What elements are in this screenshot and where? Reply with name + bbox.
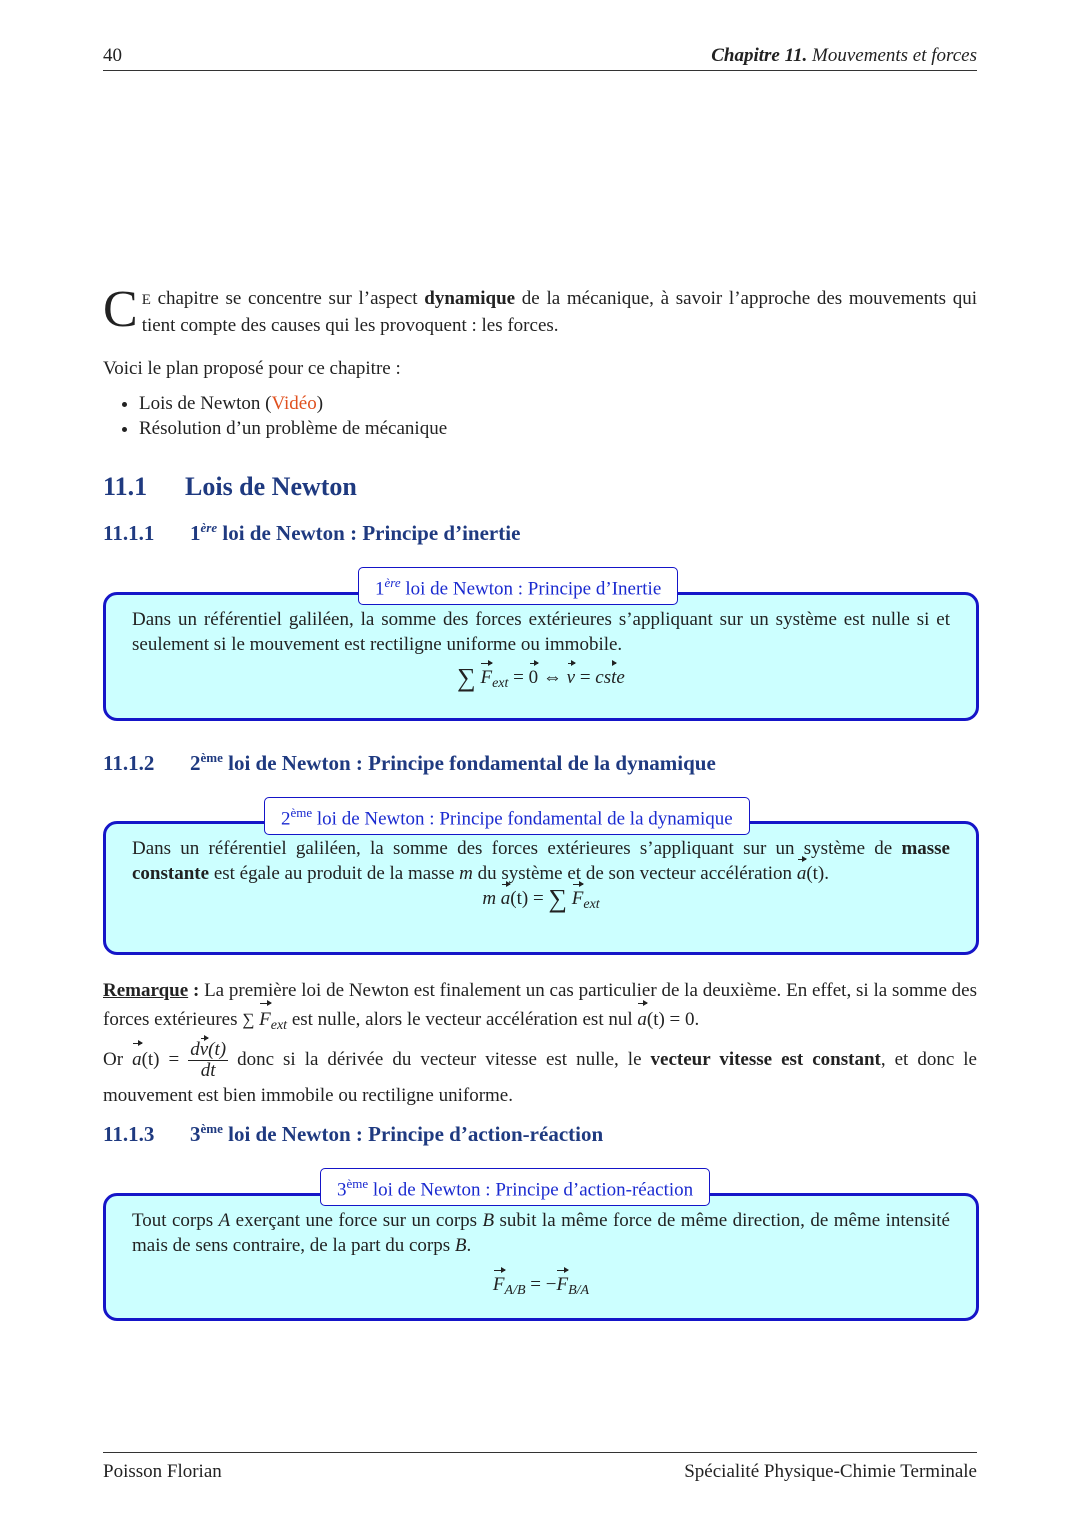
page-footer (103, 1452, 977, 1482)
subsection-number: 11.1.2 (103, 751, 155, 775)
bold-text: masse constante (132, 838, 950, 884)
operator: = (575, 667, 596, 688)
plan-item (139, 391, 977, 416)
subsection-number: 11.1.1 (103, 521, 155, 545)
text: . (466, 1235, 472, 1256)
box-title-text: loi de Newton : Principe fondamental de la dynamique (312, 808, 733, 830)
var: (t) (510, 888, 529, 909)
section-heading (103, 472, 357, 502)
subsection-title: loi de Newton : Principe d’inertie (217, 521, 521, 545)
law-equation (132, 1272, 950, 1303)
vector-F: F (259, 1005, 271, 1034)
subscript: B/A (568, 1283, 590, 1298)
law-box (103, 592, 979, 721)
subsection-number: 11.1.3 (103, 1122, 155, 1146)
var: m (482, 888, 497, 909)
text: (t) = (141, 1048, 189, 1070)
text: (t). (806, 863, 829, 884)
vector-F: F (556, 1274, 569, 1295)
vector-F: F (571, 888, 584, 909)
box-title (358, 567, 678, 605)
section-number: 11.1 (103, 472, 148, 501)
var: A (218, 1210, 231, 1231)
var: B (482, 1210, 495, 1231)
intro-bold: dynamique (424, 288, 516, 309)
subsection-heading (103, 750, 716, 776)
operator: = − (525, 1274, 557, 1295)
bold-text: vecteur vitesse est constant (650, 1048, 881, 1070)
derivative-fraction (188, 1040, 228, 1081)
text: du système et de son vecteur accélération (472, 863, 797, 884)
smallcap: E (141, 292, 151, 308)
ordinal: 1 (375, 578, 385, 600)
page-number: 40 (103, 45, 122, 66)
law-text (132, 836, 950, 886)
text: Dans un référentiel galiléen, la somme des forces extérieures s’appliquant sur un système de (132, 838, 902, 859)
var: d (190, 1039, 200, 1060)
text: , et donc le mouvement est bien immobile ou rectiligne uniforme. (103, 1048, 977, 1106)
subsection-heading (103, 520, 520, 546)
ordinal: 2 (190, 751, 201, 775)
remark-label: Remarque (103, 980, 189, 1001)
plan-item-paren: ) (316, 393, 324, 414)
colon: : (188, 980, 200, 1001)
ordinal-sup: ème (200, 1121, 223, 1136)
plan-item-text: Lois de Newton ( (139, 393, 272, 414)
vector-a: a (500, 888, 511, 909)
var: m (459, 863, 473, 884)
footer-author: Poisson Florian (103, 1461, 222, 1482)
subscript: ext (583, 897, 600, 912)
subsection-title: loi de Newton : Principe d’action-réaction (222, 1122, 604, 1146)
remark (103, 976, 977, 1110)
law-text (132, 1208, 950, 1258)
ordinal-sup: ère (200, 520, 218, 535)
plan-item: • Résolution d’un problème de mécanique (139, 416, 977, 441)
subscript: A/B (504, 1283, 526, 1298)
operator: = (528, 888, 549, 909)
subsection-heading (103, 1121, 603, 1147)
vector-a: a (796, 863, 807, 884)
intro-text: chapitre se concentre sur l’aspect (150, 288, 425, 309)
var: cs (595, 667, 612, 688)
subscript: ext (270, 1018, 288, 1033)
plan-intro: Voici le plan proposé pour ce chapitre : (103, 358, 401, 379)
text: exerçant une force sur un corps (230, 1210, 483, 1231)
ordinal: 3 (190, 1122, 201, 1146)
vector-F: F (480, 667, 493, 688)
intro-text-2: de la mécanique, à savoir l’approche des mouvements qui tient compte des causes qui les provoquent : les forces. (141, 288, 977, 336)
law-equation (132, 886, 950, 917)
text: Tout corps (132, 1210, 219, 1231)
page-header (103, 45, 977, 71)
text: La première loi de Newton est finalement un cas particulier de la deuxième. En effet, si la somme des forces extérieures (103, 980, 977, 1030)
section-title: Lois de Newton (185, 472, 357, 501)
subscript: ext (492, 676, 509, 691)
text: est égale au produit de la masse (209, 863, 460, 884)
vector-a: a (132, 1045, 142, 1074)
text: donc si la dérivée du vecteur vitesse est nulle, le (228, 1048, 651, 1070)
vector-a: a (637, 1005, 647, 1034)
law-box (103, 1193, 979, 1321)
dropcap: C (103, 281, 138, 338)
text: Or (103, 1048, 133, 1070)
law-box (103, 821, 979, 955)
denominator: dt (200, 1060, 216, 1081)
var: e (616, 667, 625, 688)
intro-paragraph (103, 281, 977, 338)
ordinal: 1 (190, 521, 201, 545)
box-title-text: loi de Newton : Principe d’Inertie (400, 578, 662, 600)
sum-symbol: ∑ (548, 884, 567, 913)
ordinal: 2 (281, 808, 291, 830)
box-title-text: loi de Newton : Principe d’action-réaction (368, 1179, 694, 1201)
ordinal-sup: ème (290, 805, 313, 820)
chapter-label: Chapitre 11. (711, 45, 808, 66)
text: (t) = 0. (646, 1009, 700, 1030)
var: (t) (208, 1039, 227, 1060)
box-title (264, 797, 750, 835)
vector-F: F (492, 1274, 505, 1295)
text: est nulle, alors le vecteur accélération est nul (287, 1009, 638, 1030)
vector-v: v (199, 1039, 209, 1060)
ordinal-sup: ème (200, 750, 223, 765)
ordinal-sup: ère (384, 575, 401, 590)
box-title (320, 1168, 710, 1206)
ordinal: 3 (337, 1179, 347, 1201)
operator: = (508, 667, 529, 688)
ordinal-sup: ème (346, 1176, 369, 1191)
var: B (454, 1235, 467, 1256)
operator: ⇔ (538, 667, 567, 688)
chapter-title: Mouvements et forces (812, 45, 977, 66)
sum-symbol: ∑ (242, 1010, 255, 1029)
law-text: Dans un référentiel galiléen, la somme des forces extérieures s’appliquant sur un système est nulle si et seulement si le mouvement est rectiligne uniforme ou immobile. (132, 609, 950, 655)
subsection-title: loi de Newton : Principe fondamental de la dynamique (222, 751, 716, 775)
video-link[interactable]: Vidéo (271, 393, 317, 414)
footer-course: Spécialité Physique-Chimie Terminale (684, 1461, 977, 1482)
sum-symbol: ∑ (457, 663, 476, 692)
law-equation (132, 665, 950, 696)
running-title (711, 45, 977, 67)
text: subit la même force de même direction, de même intensité mais de sens contraire, de la part du corps (132, 1210, 950, 1256)
plan (103, 356, 977, 441)
plan-list (103, 391, 977, 441)
vector-v: v (566, 667, 576, 688)
vector-zero: 0 (528, 667, 539, 688)
var: t (611, 667, 617, 688)
